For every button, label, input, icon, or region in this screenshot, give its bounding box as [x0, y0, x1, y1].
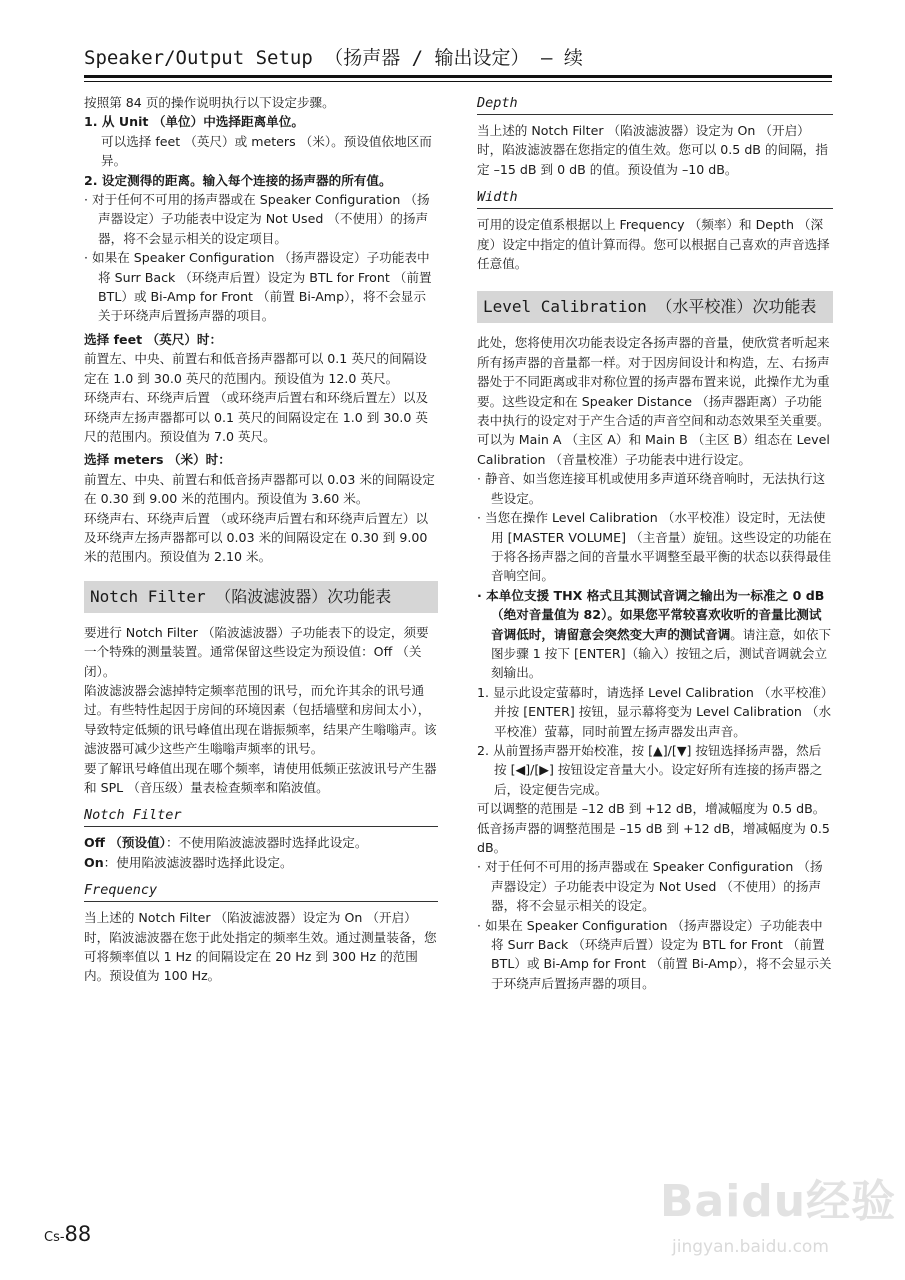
- page-title: Speaker/Output Setup （扬声器 / 输出设定） – 续: [84, 47, 583, 69]
- page-number: [44, 1222, 91, 1246]
- header-rule: [84, 81, 832, 82]
- level-step-1: 1. 显示此设定萤幕时，请选择 Level Calibration （水平校准）并按 [ENTER] 按钮，显示幕将变为 Level Calibration （水平校准）萤幕，同时前置左扬声器发出声音。: [477, 684, 832, 739]
- thx-warning: · 本单位支援 THX 格式且其测试音调之输出为一标准之 0 dB（绝对音量值为 82）。如果您平常较喜欢收听的音量比测试音调低时，请留意会突然变大声的测试音调: [477, 587, 825, 642]
- page-prefix: Cs-: [44, 1230, 65, 1245]
- thx-warning-rest: 。请注意，如依下图步骤 1 按下 [ENTER]（输入）按钮之后，测试音调就会立刻输出。: [491, 626, 832, 681]
- level-paragraph-2: 可以调整的范围是 –12 dB 到 +12 dB，增减幅度为 0.5 dB。低音扬声器的调整范围是 –15 dB 到 +12 dB，增减幅度为 0.5 dB。: [477, 801, 830, 855]
- depth-paragraph: 当上述的 Notch Filter （陷波滤波器）设定为 On （开启）时，陷波滤波器在您指定的值生效。您可以 0.5 dB 的间隔，指定 –15 dB 到 0 dB 的值。预设值为 –10 dB。: [477, 123, 828, 177]
- note-bullet-2: · 如果在 Speaker Configuration （扬声器设定）子功能表中将 Surr Back （环绕声后置）设定为 BTL for Front （前置 BTL）或 Bi-Amp for Front （前置 Bi-Amp），将不会显示关于环绕声后置扬声器的项目。: [84, 250, 432, 324]
- level-paragraph-1: 此处，您将使用次功能表设定各扬声器的音量，使欣赏者听起来所有扬声器的音量都一样。对于因房间设计和构造，左、右扬声器处于不同距离或非对称位置的扬声器布置来说，此操作尤为重要。这些设定和在 Speaker Distance （扬声器距离）子功能表中执行的设定对于产生合适的声音空间和动态效果至关重要。可以为 Main A （主区 A）和 Main B （主区 B）组态在 Level Calibration （音量校准）子功能表中进行设定。: [477, 335, 830, 467]
- notch-filter-subheading: Notch Filter: [84, 805, 438, 827]
- notch-filter-section-heading: Notch Filter （陷波滤波器）次功能表: [84, 581, 438, 613]
- page-number-value: 88: [64, 1222, 92, 1246]
- width-subheading: Width: [477, 187, 833, 209]
- depth-subheading: Depth: [477, 93, 833, 115]
- meters-heading: 选择 meters （米）时：: [84, 452, 231, 468]
- note-bullet-1: · 对于任何不可用的扬声器或在 Speaker Configuration （扬声器设定）子功能表中设定为 Not Used （不使用）的扬声器，将不会显示相关的设定项目。: [84, 192, 430, 246]
- off-description: ：不使用陷波滤波器时选择此设定。: [165, 835, 368, 851]
- feet-heading: 选择 feet （英尺）时：: [84, 331, 223, 347]
- notch-paragraph-1: 要进行 Notch Filter （陷波滤波器）子功能表下的设定，须要一个特殊的测量装置。通常保留这些设定为预设值：Off （关闭）。: [84, 624, 429, 679]
- on-description: ：使用陷波滤波器时选择此设定。: [103, 854, 293, 870]
- on-option: [84, 853, 438, 872]
- level-bullet-1: · 静音、如当您连接耳机或使用多声道环绕音响时，无法执行这些设定。: [477, 471, 826, 506]
- intro-text: 按照第 84 页的操作说明执行以下设定步骤。: [84, 95, 335, 110]
- off-label: Off （预设值）: [84, 835, 166, 851]
- frequency-paragraph: 当上述的 Notch Filter （陷波滤波器）设定为 On （开启）时，陷波滤波器在您于此处指定的频率生效。通过测量装备，您可将频率值以 1 Hz 的间隔设定在 20 Hz 到 300 Hz 的范围内。预设值为 100 Hz。: [84, 910, 437, 984]
- notch-paragraph-3: 要了解讯号峰值出现在哪个频率，请使用低频正弦波讯号产生器和 SPL （音压级）量表检查频率和陷波值。: [84, 760, 437, 795]
- off-option: [84, 833, 438, 852]
- watermark-url: jingyan.baidu.com: [672, 1237, 829, 1257]
- step-1-title: 1. 从 Unit （单位）中选择距离单位。: [84, 114, 304, 130]
- left-column: [84, 93, 438, 986]
- right-column: [477, 93, 833, 993]
- frequency-subheading: Frequency: [84, 880, 438, 902]
- watermark-brand: Baidu经验: [660, 1176, 897, 1227]
- baidu-watermark: [660, 1165, 897, 1265]
- meters-paragraph-2: 环绕声右、环绕声后置 （或环绕声后置右和环绕声后置左）以及环绕声左扬声器都可以 0.03 米的间隔设定在 0.30 到 9.00 米的范围内。预设值为 2.10 米。: [84, 510, 429, 565]
- feet-paragraph-1: 前置左、中央、前置右和低音扬声器都可以 0.1 英尺的间隔设定在 1.0 到 30.0 英尺的范围内。预设值为 12.0 英尺。: [84, 351, 427, 386]
- level-bullet-2: · 当您在操作 Level Calibration （水平校准）设定时，无法使用 [MASTER VOLUME] （主音量）旋钮。这些设定的功能在于将各扬声器之间的音量水平调整至最平衡的状态以获得最佳音响空间。: [477, 510, 832, 584]
- level-step-2: 2. 从前置扬声器开始校准，按 [▲]/[▼] 按钮选择扬声器，然后按 [◀]/[▶] 按钮设定音量大小。设定好所有连接的扬声器之后，设定便告完成。: [477, 742, 823, 797]
- width-paragraph: 可用的设定值系根据以上 Frequency （频率）和 Depth （深度）设定中指定的值计算而得。您可以根据自己喜欢的声音选择任意值。: [477, 217, 830, 272]
- level-calibration-section-heading: Level Calibration （水平校准）次功能表: [477, 291, 833, 323]
- feet-paragraph-2: 环绕声右、环绕声后置 （或环绕声后置右和环绕后置左）以及环绕声左扬声器都可以 0.1 英尺的间隔设定在 1.0 到 30.0 英尺的范围内。预设值为 7.0 英尺。: [84, 390, 429, 444]
- step-2-title: 2. 设定测得的距离。输入每个连接的扬声器的所有值。: [84, 172, 392, 188]
- level-bullet-3: [477, 586, 833, 683]
- on-label: On: [84, 854, 104, 870]
- notch-paragraph-2: 陷波滤波器会滤掉特定频率范围的讯号，而允许其余的讯号通过。有些特性起因于房间的环境因素（包括墙壁和房间太小），导致特定低频的讯号峰值出现在谐振频率，结果产生嗡嗡声。该滤波器可减少这些产生嗡嗡声频率的讯号。: [84, 682, 437, 757]
- step-1-body: 可以选择 feet （英尺）或 meters （米）。预设值依地区而异。: [101, 133, 432, 169]
- page-header: [84, 44, 832, 78]
- meters-paragraph-1: 前置左、中央、前置右和低音扬声器都可以 0.03 米的间隔设定在 0.30 到 9.00 米的范围内。预设值为 3.60 米。: [84, 471, 435, 507]
- level-bullet-5: · 如果在 Speaker Configuration （扬声器设定）子功能表中将 Surr Back （环绕声后置）设定为 BTL for Front （前置 BTL）或 Bi-Amp for Front （前置 Bi-Amp），将不会显示关于环绕声后置扬声器的项目。: [477, 917, 832, 991]
- level-bullet-4: · 对于任何不可用的扬声器或在 Speaker Configuration （扬声器设定）子功能表中设定为 Not Used （不使用）的扬声器，将不会显示相关的设定。: [477, 859, 823, 914]
